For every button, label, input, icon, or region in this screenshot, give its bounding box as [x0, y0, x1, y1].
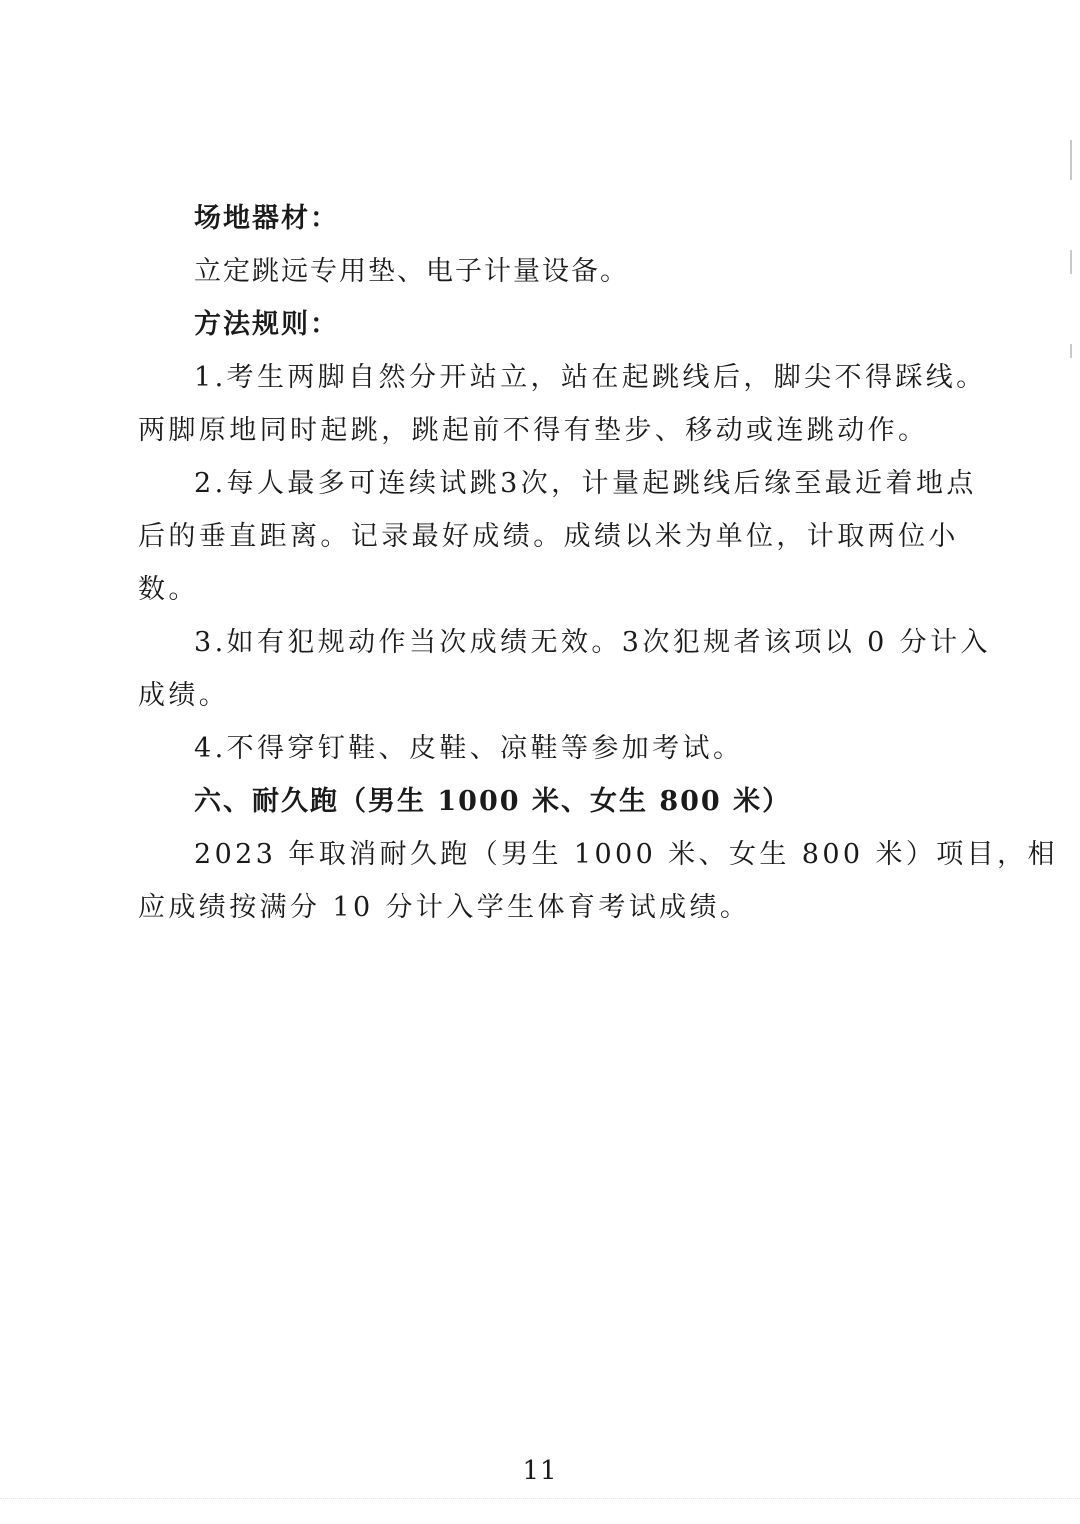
rule-2-line-2: 后的垂直距离。记录最好成绩。成绩以米为单位，计取两位小 — [138, 521, 959, 552]
rule-3-line-1: 3.如有犯规动作当次成绩无效。3次犯规者该项以 0 分计入 — [194, 627, 991, 658]
page-bottom-rule — [0, 1498, 1080, 1499]
equipment-body: 立定跳远专用垫、电子计量设备。 — [194, 256, 629, 287]
rules-heading: 方法规则： — [194, 309, 339, 340]
scan-mark — [1070, 140, 1072, 180]
rule-1-line-1: 1.考生两脚自然分开站立，站在起跳线后，脚尖不得踩线。 — [194, 362, 987, 393]
equipment-heading: 场地器材： — [194, 203, 339, 234]
rule-3-line-2: 成绩。 — [138, 680, 230, 711]
page-number: 11 — [522, 1456, 558, 1486]
section-6-heading: 六、耐久跑（男生 1000 米、女生 800 米） — [194, 786, 792, 817]
scan-mark — [1070, 344, 1072, 358]
rule-1-line-2: 两脚原地同时起跳，跳起前不得有垫步、移动或连跳动作。 — [138, 415, 929, 446]
section-6-line-2: 应成绩按满分 10 分计入学生体育考试成绩。 — [138, 892, 751, 923]
scan-mark — [1070, 250, 1072, 274]
rule-2-line-1: 2.每人最多可连续试跳3次，计量起跳线后缘至最近着地点 — [194, 468, 977, 499]
rule-2-line-3: 数。 — [138, 574, 199, 605]
document-body — [138, 192, 1058, 934]
section-6-line-1: 2023 年取消耐久跑（男生 1000 米、女生 800 米）项目，相 — [194, 839, 1058, 870]
scan-margin-marks — [1068, 140, 1074, 358]
rule-4: 4.不得穿钉鞋、皮鞋、凉鞋等参加考试。 — [194, 733, 744, 764]
